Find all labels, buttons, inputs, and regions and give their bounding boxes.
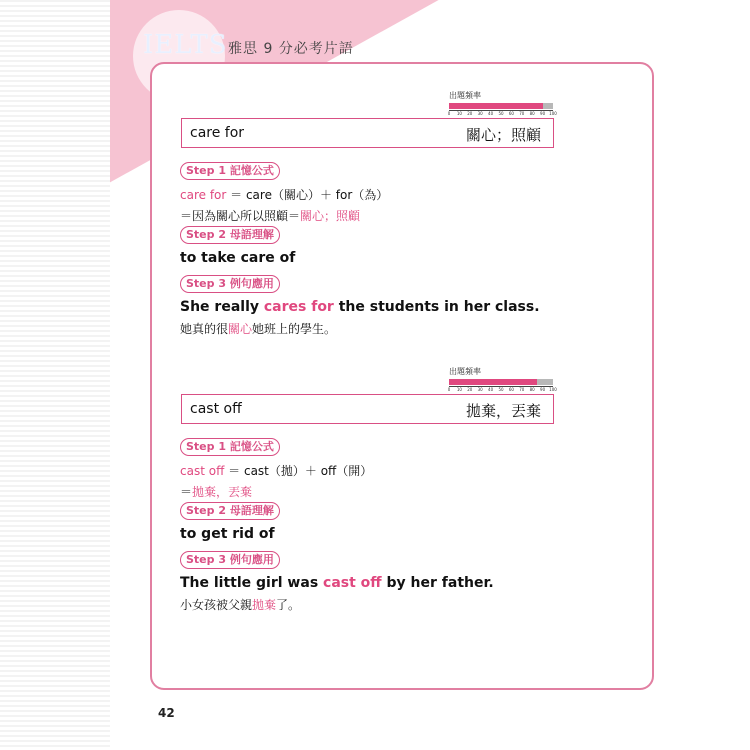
frequency-tick: 10 [456,111,462,116]
frequency-tick: 50 [498,111,504,116]
frequency-tick: 90 [540,387,546,392]
book-subtitle: 雅思 9 分必考片語 [228,41,354,57]
step2-label: Step 2 母語理解 [180,502,280,520]
frequency-fill [449,379,537,385]
explain-prefix: ＝ [180,485,193,499]
translation-before: 小女孩被父親 [180,598,253,612]
frequency-tick: 60 [508,387,514,392]
explain-line [180,483,252,500]
paraphrase: to take care of [180,250,296,266]
frequency-fill [449,103,543,109]
translation-after: 了。 [276,598,301,612]
translation-highlight: 拋棄 [252,598,277,612]
formula-line [180,186,388,203]
frequency-tick: 100 [549,387,557,392]
paraphrase: to get rid of [180,526,275,542]
formula-term: care for [180,188,227,202]
example-translation [180,596,300,613]
formula-line [180,462,372,479]
term-word: care for [190,125,245,141]
translation-before: 她真的很 [180,322,229,336]
example-after: the students in her class. [333,299,540,315]
formula-term: cast off [180,464,225,478]
formula-rest: ＝ care（關心）＋ for（為） [226,188,389,202]
frequency-tick: 30 [477,111,483,116]
frequency-tick: 70 [519,387,525,392]
term-meaning: 拋棄，丟棄 [465,402,541,420]
frequency-tick: 0 [447,111,451,116]
example-translation [180,320,336,337]
explain-highlight: 關心；照顧 [300,209,361,223]
explain-highlight: 拋棄，丟棄 [192,485,253,499]
example-before: The little girl was [180,575,324,591]
frequency-meter [449,90,559,119]
example-after: by her father. [381,575,494,591]
example-before: She really [180,299,264,315]
frequency-tick: 40 [488,111,494,116]
step1-label: Step 1 記憶公式 [180,162,280,180]
page-number: 42 [158,706,175,720]
frequency-tick: 20 [467,111,473,116]
frequency-tick: 100 [549,111,557,116]
example-sentence [180,299,540,315]
frequency-tick: 60 [508,111,514,116]
frequency-label: 出題頻率 [449,367,481,376]
term-meaning: 關心；照顧 [465,126,541,144]
translation-highlight: 關心 [228,322,253,336]
frequency-tick: 20 [467,387,473,392]
frequency-meter [449,366,559,395]
frequency-tick: 70 [519,111,525,116]
frequency-tick: 50 [498,387,504,392]
term-box [181,394,554,424]
step3-label: Step 3 例句應用 [180,275,280,293]
explain-line [180,207,360,224]
explain-prefix: ＝因為關心所以照顧＝ [180,209,301,223]
example-sentence [180,575,494,591]
example-highlight: cast off [323,575,382,591]
frequency-tick: 0 [447,387,451,392]
term-word: cast off [190,401,242,417]
formula-rest: ＝ cast（拋）＋ off（開） [224,464,373,478]
frequency-tick: 40 [488,387,494,392]
step3-label: Step 3 例句應用 [180,551,280,569]
translation-after: 她班上的學生。 [252,322,337,336]
term-box [181,118,554,148]
series-logo: IELTS [143,30,228,60]
frequency-tick: 10 [456,387,462,392]
step1-label: Step 1 記憶公式 [180,438,280,456]
frequency-tick: 80 [529,111,535,116]
frequency-tick: 90 [540,111,546,116]
step2-label: Step 2 母語理解 [180,226,280,244]
left-stripes [0,0,110,750]
example-highlight: cares for [263,299,334,315]
frequency-tick: 30 [477,387,483,392]
frequency-label: 出題頻率 [449,91,481,100]
frequency-tick: 80 [529,387,535,392]
